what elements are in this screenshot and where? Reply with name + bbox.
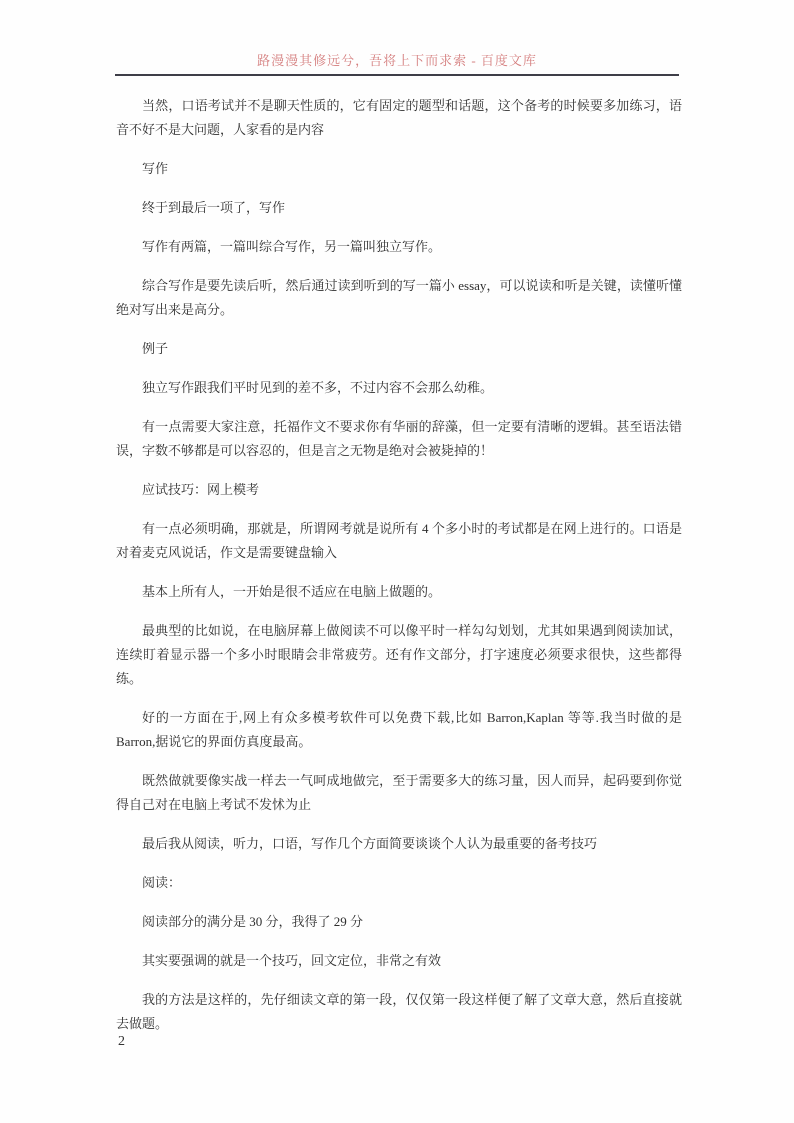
paragraph: 有一点必须明确，那就是，所谓网考就是说所有 4 个多小时的考试都是在网上进行的。口语是对着麦克风说话，作文是需要键盘输入 xyxy=(116,521,682,560)
paragraph: 阅读： xyxy=(142,875,182,890)
paragraph: 当然，口语考试并不是聊天性质的，它有固定的题型和话题，这个备考的时候要多加练习，语音不好不是大问题，人家看的是内容 xyxy=(116,98,682,137)
paragraph: 写作 xyxy=(142,161,169,176)
paragraph: 最典型的比如说，在电脑屏幕上做阅读不可以像平时一样勾勾划划，尤其如果遇到阅读加试，连续盯着显示器一个多小时眼睛会非常疲劳。还有作文部分，打字速度必须要求很快，这些都得练。 xyxy=(116,623,682,686)
paragraph: 好的一方面在于,网上有众多模考软件可以免费下载,比如 Barron,Kaplan 等等.我当时做的是 Barron,据说它的界面仿真度最高。 xyxy=(116,710,682,749)
paragraph: 基本上所有人，一开始是很不适应在电脑上做题的。 xyxy=(142,584,442,599)
paragraph: 其实要强调的就是一个技巧，回文定位，非常之有效 xyxy=(142,953,442,968)
paragraph: 写作有两篇，一篇叫综合写作，另一篇叫独立写作。 xyxy=(142,239,442,254)
header-text: 路漫漫其修远兮，吾将上下而求索 - 百度文库 xyxy=(257,53,537,68)
paragraph: 最后我从阅读，听力，口语，写作几个方面简要谈谈个人认为最重要的备考技巧 xyxy=(142,836,598,851)
paragraph: 综合写作是要先读后听，然后通过读到听到的写一篇小 essay，可以说读和听是关键，读懂听懂绝对写出来是高分。 xyxy=(116,278,682,317)
paragraph: 应试技巧：网上模考 xyxy=(142,482,260,497)
page-header xyxy=(115,50,679,76)
paragraph: 既然做就要像实战一样去一气呵成地做完，至于需要多大的练习量，因人而异，起码要到你觉得自己对在电脑上考试不发怵为止 xyxy=(116,773,682,812)
paragraph: 有一点需要大家注意，托福作文不要求你有华丽的辞藻，但一定要有清晰的逻辑。甚至语法错误，字数不够都是可以容忍的，但是言之无物是绝对会被毙掉的！ xyxy=(116,419,682,458)
paragraph: 我的方法是这样的，先仔细读文章的第一段，仅仅第一段这样便了解了文章大意，然后直接就去做题。 xyxy=(116,992,682,1031)
document-body xyxy=(116,94,682,1051)
page-number: 2 xyxy=(118,1034,125,1049)
paragraph: 阅读部分的满分是 30 分，我得了 29 分 xyxy=(142,914,364,929)
paragraph: 终于到最后一项了，写作 xyxy=(142,200,286,215)
paragraph: 独立写作跟我们平时见到的差不多，不过内容不会那么幼稚。 xyxy=(142,380,494,395)
paragraph: 例子 xyxy=(142,341,169,356)
